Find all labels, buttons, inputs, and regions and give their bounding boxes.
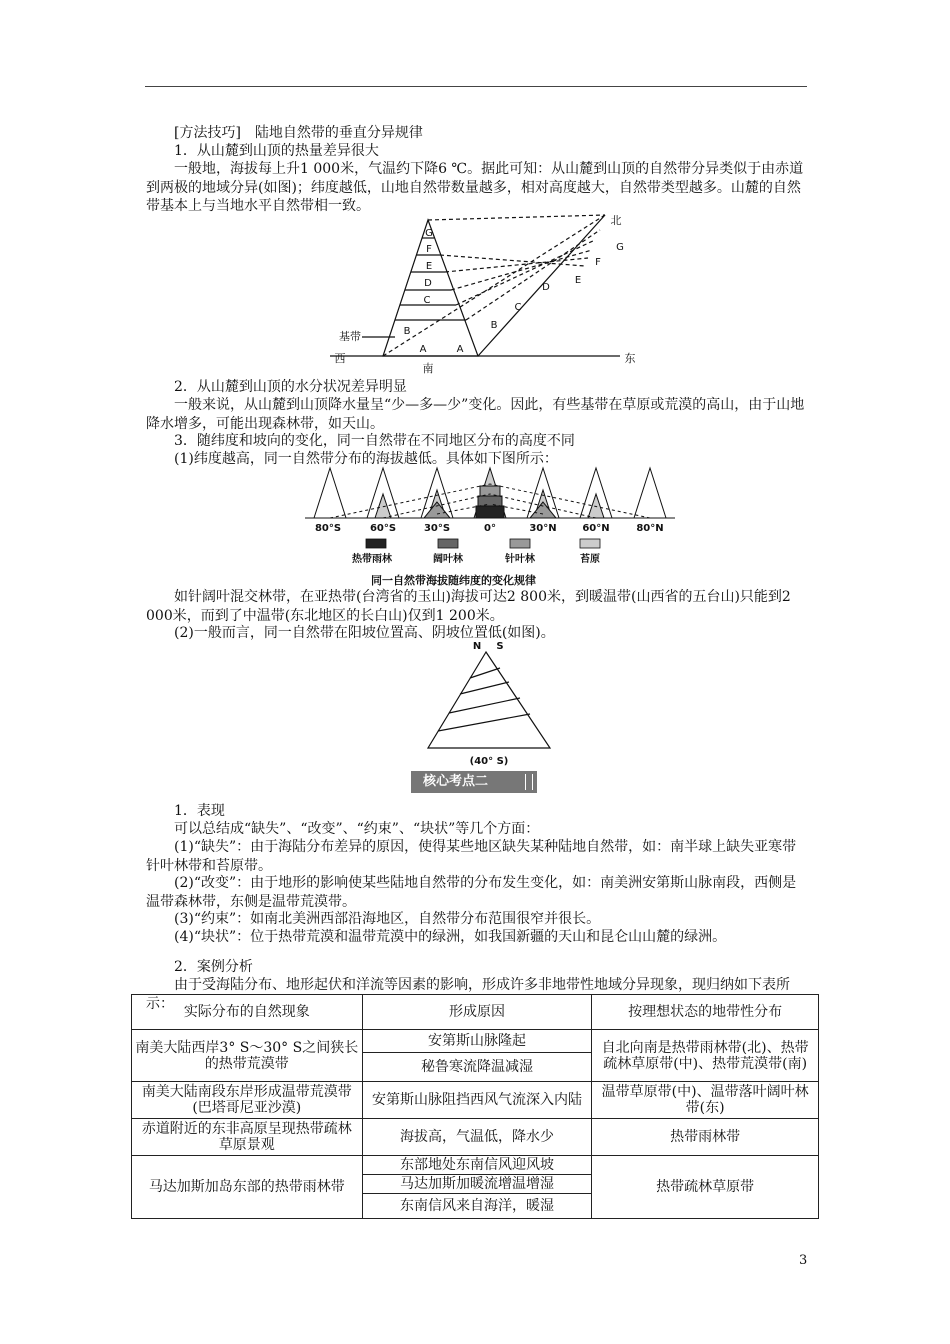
- legend-swatch-rainforest: [366, 539, 386, 548]
- legend-rainforest: 热带雨林: [352, 554, 392, 565]
- point-3-2: (2)一般而言，同一自然带在阳坡位置高、阴坡位置低(如图)。: [174, 625, 555, 641]
- table-row: [132, 1030, 819, 1053]
- lat-80n: 80°N: [636, 523, 664, 534]
- heading-k2: 2．案例分析: [174, 959, 253, 975]
- row3-cause: 海拔高，气温低，降水少: [362, 1119, 592, 1156]
- lat-80s: 80°S: [314, 523, 342, 534]
- mountain-zone-f: F: [426, 244, 432, 255]
- k1-item-2: (2)“改变”：由于地形的影响使某些陆地自然带的分布发生变化，如：南美洲安第斯山脉南段，西侧是温带森林带，东侧是温带荒漠带。: [146, 875, 797, 910]
- header-cause: 形成原因: [362, 995, 592, 1030]
- row4-phenomenon: 马达加斯加岛东部的热带雨林带: [132, 1156, 363, 1219]
- slope-aspect-diagram: [425, 638, 555, 768]
- line-zone-a: A: [456, 344, 464, 355]
- mountain-zone-d: D: [424, 278, 432, 289]
- lat-0: 0°: [484, 523, 496, 534]
- row3-ideal: 热带雨林带: [592, 1119, 819, 1156]
- paragraph-1: 一般地，海拔每上升1 000米，气温约下降6 ℃。据此可知：从山麓到山顶的自然带分异类似于由赤道到两极的地域分异(如图)；纬度越低，山地自然带数量越多，相对高度越大，自然带类型越多。山麓的自然带基本上与当地水平自然带相一致。: [146, 161, 804, 214]
- example-paragraph: 如针阔叶混交林带，在亚热带(台湾省的玉山)海拔可达2 800米，到暖温带(山西省的五台山)只能到2 000米，而到了中温带(东北地区的长白山)仅到1 200米。: [146, 589, 791, 624]
- row4-cause-2: 马达加斯加暖流增温增湿: [362, 1175, 592, 1194]
- row4-cause-3: 东南信风来自海洋，暖湿: [362, 1194, 592, 1219]
- section-badge: 核心考点二: [411, 771, 537, 793]
- line-zone-c: C: [514, 302, 522, 313]
- k1-intro: 可以总结成“缺失”、“改变”、“约束”、“块状”等几个方面：: [174, 821, 540, 837]
- table-row: [132, 1082, 819, 1119]
- k1-item-3: (3)“约束”：如南北美洲西部沿海地区，自然带分布范围很窄并很长。: [174, 911, 601, 927]
- row4-ideal: 热带疏林草原带: [592, 1156, 819, 1219]
- mountain-zone-a: A: [419, 344, 427, 355]
- legend-swatch-broadleaf: [438, 539, 458, 548]
- south-slope-label: S: [496, 641, 504, 652]
- mountain-zone-b: B: [403, 326, 411, 337]
- heading-3: 3．随纬度和坡向的变化，同一自然带在不同地区分布的高度不同: [174, 433, 575, 449]
- row2-phenomenon: 南美大陆南段东岸形成温带荒漠带(巴塔哥尼亚沙漠): [132, 1082, 363, 1119]
- figure-2-caption: 同一自然带海拔随纬度的变化规律: [371, 574, 536, 587]
- row1-cause-2: 秘鲁寒流降温减湿: [362, 1053, 592, 1082]
- latitude-altitude-diagram: [300, 464, 680, 574]
- line-zone-e: E: [574, 275, 582, 286]
- vertical-zonation-diagram: [330, 210, 650, 375]
- row4-cause-1: 东部地处东南信风迎风坡: [362, 1156, 592, 1175]
- lat-30n: 30°N: [529, 523, 557, 534]
- paragraph-2: 一般来说，从山麓到山顶降水量呈“少—多—少”变化。因此，有些基带在草原或荒漠的高山，由于山地降水增多，可能出现森林带，如天山。: [146, 397, 805, 432]
- line-zone-f: F: [595, 257, 601, 268]
- mountain-zone-e: E: [425, 261, 433, 272]
- section-title: [方法技巧] 陆地自然带的垂直分异规律: [174, 125, 423, 141]
- k2-intro: 由于受海陆分布、地形起伏和洋流等因素的影响，形成许多非地带性地域分异现象，现归纳如下表所示：: [146, 977, 790, 1012]
- k1-item-1: (1)“缺失”：由于海陆分布差异的原因，使得某些地区缺失某种陆地自然带，如：南半球上缺失亚寒带针叶林带和苔原带。: [146, 839, 797, 874]
- row2-cause: 安第斯山脉阻挡西风气流深入内陆: [362, 1082, 592, 1119]
- lat-30s: 30°S: [423, 523, 451, 534]
- line-zone-d: D: [542, 282, 550, 293]
- mountain-zone-g: G: [425, 228, 433, 239]
- row1-cause-1: 安第斯山脉隆起: [362, 1030, 592, 1053]
- mountain-zone-c: C: [423, 295, 431, 306]
- heading-2: 2．从山麓到山顶的水分状况差异明显: [174, 379, 407, 395]
- line-zone-g: G: [616, 242, 624, 253]
- heading-1: 1．从山麓到山顶的热量差异很大: [174, 143, 379, 159]
- case-analysis-table: [131, 994, 819, 1219]
- legend-tundra: 苔原: [580, 554, 600, 565]
- north-slope-label: N: [472, 641, 482, 652]
- north-label: 北: [610, 214, 622, 227]
- legend-broadleaf: 阔叶林: [433, 554, 463, 565]
- legend-swatch-conifer: [510, 539, 530, 548]
- latitude-label: (40° S): [469, 756, 509, 767]
- south-label: 南: [422, 362, 434, 375]
- table-row: [132, 1119, 819, 1156]
- line-zone-b: B: [490, 320, 498, 331]
- lat-60n: 60°N: [582, 523, 610, 534]
- k1-item-4: (4)“块状”：位于热带荒漠和温带荒漠中的绿洲，如我国新疆的天山和昆仑山山麓的绿洲。: [174, 929, 727, 945]
- heading-k1: 1．表现: [174, 803, 225, 819]
- table-header-row: [132, 995, 819, 1030]
- east-label: 东: [624, 352, 636, 365]
- table-row: [132, 1156, 819, 1175]
- legend-swatch-tundra: [580, 539, 600, 548]
- page-number: 3: [799, 1253, 808, 1268]
- header-phenomenon: 实际分布的自然现象: [132, 995, 363, 1030]
- row1-ideal: 自北向南是热带雨林带(北)、热带疏林草原带(中)、热带荒漠带(南): [592, 1030, 819, 1082]
- lat-60s: 60°S: [369, 523, 397, 534]
- base-zone-label: 基带: [339, 330, 361, 343]
- row1-phenomenon: 南美大陆西岸3° S～30° S之间狭长的热带荒漠带: [132, 1030, 363, 1082]
- row2-ideal: 温带草原带(中)、温带落叶阔叶林带(东): [592, 1082, 819, 1119]
- west-label: 西: [334, 352, 346, 365]
- point-3-1: (1)纬度越高，同一自然带分布的海拔越低。具体如下图所示：: [174, 451, 558, 467]
- legend-conifer: 针叶林: [505, 554, 535, 565]
- row3-phenomenon: 赤道附近的东非高原呈现热带疏林草原景观: [132, 1119, 363, 1156]
- header-rule: [145, 86, 807, 87]
- header-ideal: 按理想状态的地带性分布: [592, 995, 819, 1030]
